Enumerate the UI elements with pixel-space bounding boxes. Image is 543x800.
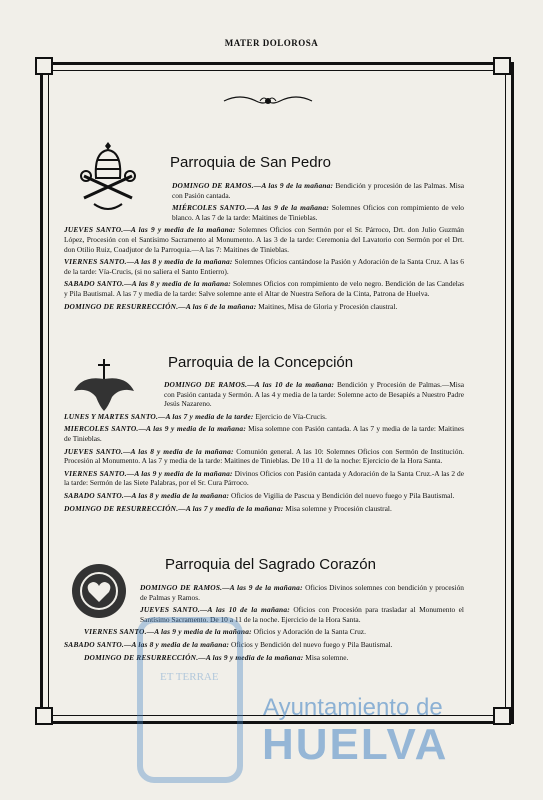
section-title-wrap (165, 556, 463, 574)
schedule-entry: DOMINGO DE RAMOS.—A las 9 de la mañana: Bendición y procesión de las Palmas. Misa con Pasión cantada. (172, 181, 464, 200)
schedule-entry: SABADO SANTO.—A las 8 y media de la mañana: Solemnes Oficios con rompimiento de velo negro. Bendición de las Candelas y Pila Bautismal. A las 7 y media de la tarde: Salve solemne ante el Altar de Nuestra Señora de la Cinta, Patrona de Huelva. (64, 279, 465, 298)
schedule-entry: LUNES Y MARTES SANTO.—A las 7 y media de la tarde: Ejercicio de Vía-Crucis. (64, 411, 327, 421)
schedule-entry: JUEVES SANTO.—A las 9 y media de la mañana: Solemnes Oficios con Sermón por el Sr. Párroco, Drt. don Julio Guzmán López, Procesión con el Santísimo Sacramento al Monumento. A las 3 de la tarde: Ceremonia del Lavatorio con Sermón por el Drt. don Otilio Ruiz, Coadjutor de la Parroquia.—A las 7: Maitines de Tinieblas. (64, 225, 464, 254)
schedule-entry: MIERCOLES SANTO.—A las 9 y media de la mañana: Misa solemne con Pasión cantada. A las 7 y media de la tarde: Maitines de Tinieblas. (64, 424, 465, 443)
section-title: Parroquia de la Concepción (168, 354, 354, 371)
corner-ornament (493, 57, 511, 75)
schedule-entry: VIERNES SANTO.—A las 9 y media de la mañana: Divinos Oficios con Pasión cantada y Adoración de la Santa Cruz.-A las 2 de la tarde: Sermón de las Siete Palabras, por el Sr. Cura Párroco. (64, 468, 465, 488)
schedule-entry: JUEVES SANTO.—A las 10 de la mañana: Oficios con Procesión para trasladar al Monumento el Santísimo Sacramento. De 10 a 11 de la noche. Ejercicio de la Hora Santa. (140, 605, 464, 624)
watermark-line1: Ayuntamiento de (263, 694, 443, 721)
schedule-entry: MIÉRCOLES SANTO.—A las 9 de la mañana: Solemnes Oficios con rompimiento de velo blanco. A las 7 de la tarde: Maitines de Tinieblas. (172, 203, 464, 222)
schedule-entry: SABADO SANTO.—A las 8 y media de la mañana: Oficios y Bendición del nuevo fuego y Pila Bautismal. (64, 639, 393, 649)
schedule-entry: DOMINGO DE RAMOS.—A las 10 de la mañana: Bendición y Procesión de Palmas.—Misa con Pasión cantada y Sermón. A las 4 y media de la tarde: Solemne acto de Besapiés a Nuestro Padre Jesús Nazareno. (164, 380, 464, 409)
watermark-line2: HUELVA (262, 720, 449, 769)
schedule-entry: SABADO SANTO.—A las 8 y media de la mañana: Oficios de Vigilia de Pascua y Bendición del nuevo fuego y Pila Bautismal. (64, 490, 455, 500)
corner-ornament (35, 707, 53, 725)
parish-section (64, 181, 464, 314)
section-title-wrap (170, 154, 462, 172)
schedule-entry: JUEVES SANTO.—A las 8 y media de la mañana: Comunión general. A las 10: Solemnes Oficios con Sermón de Institución. Procesión al Monumento. A las 7 y media de la tarde: Maitines de Tinieblas. De 10 a 11 de la noche: Ejercicio de la Hora Santa. (64, 446, 464, 466)
parish-section (64, 380, 464, 516)
page-header: MATER DOLOROSA (224, 38, 319, 48)
section-title: Parroquia de San Pedro (170, 154, 331, 171)
schedule-entry: DOMINGO DE RAMOS.—A las 9 de la mañana: Oficios Divinos solemnes con bendición y procesión de Palmas y Ramos. (140, 583, 464, 602)
schedule-entry: VIERNES SANTO.—A las 9 y media de la mañana: Oficios y Adoración de la Santa Cruz. (84, 627, 366, 637)
section-title: Parroquia del Sagrado Corazón (165, 556, 376, 573)
corner-ornament (35, 57, 53, 75)
corner-ornament (493, 707, 511, 725)
schedule-entry: DOMINGO DE RESURRECCIÓN.—A las 7 y media de la mañana: Misa solemne y Procesión claustral. (64, 503, 392, 513)
seal-text: ET TERRAE (160, 671, 219, 683)
floral-ornament-icon (220, 93, 316, 109)
section-title-wrap (168, 354, 462, 372)
schedule-entry: DOMINGO DE RESURRECCIÓN.—A las 6 de la mañana: Maitines, Misa de Gloria y Procesión claustral. (64, 301, 398, 311)
schedule-entry: VIERNES SANTO.—A las 8 y media de la mañana: Solemnes Oficios cantándose la Pasión y Adoración de la Santa Cruz. A las 6 de la tarde: Vía-Crucis, (si no saliera el Santo Entierro). (64, 257, 464, 276)
schedule-entry: DOMINGO DE RESURRECCIÓN.—A las 9 y media de la mañana: Misa solemne. (84, 652, 349, 662)
